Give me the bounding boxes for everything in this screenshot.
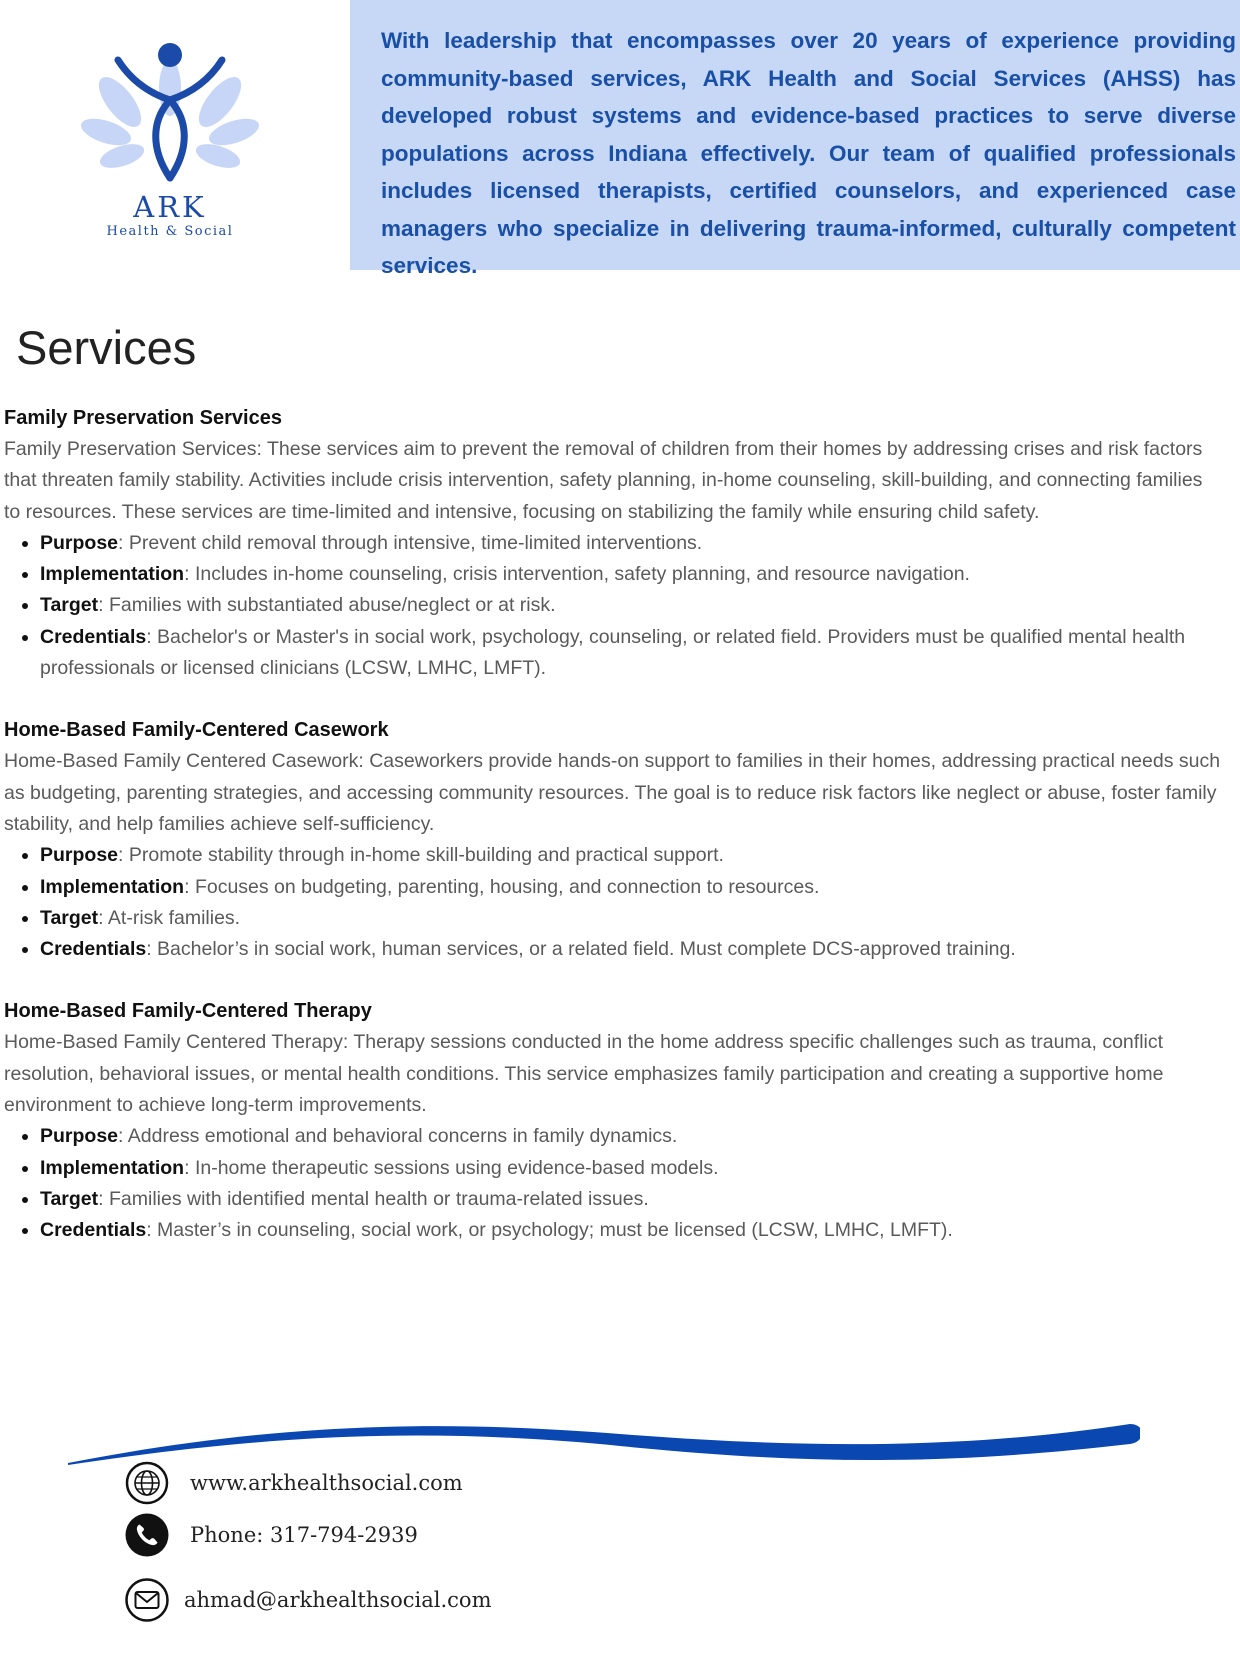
bullet-credentials (40, 1215, 1224, 1246)
bullet-target (40, 1184, 1224, 1215)
ark-logo-icon (80, 38, 260, 188)
bullet-text: : Master’s in counseling, social work, or psychology; must be licensed (LCSW, LMHC, LMFT). (146, 1219, 953, 1242)
ark-logo (80, 38, 260, 253)
bullet-text: : Bachelor's or Master's in social work, psychology, counseling, or related field. Providers must be qualified mental health professionals or licensed clinicians (LCSW, LMHC, LMFT). (40, 625, 1186, 680)
service-bullets (4, 1121, 1224, 1246)
bullet-text: : Families with substantiated abuse/neglect or at risk. (98, 594, 556, 617)
service-description: Family Preservation Services: These services aim to prevent the removal of children from their homes by addressing crises and risk factors that threaten family stability. Activities include crisis intervention, safety planning, in-home counseling, skill-building, and connecting families to resources. These services are time-limited and intensive, focusing on stabilizing the family while ensuring child safety. (4, 438, 1203, 523)
bullet-text: : Bachelor’s in social work, human services, or a related field. Must complete DCS-approved training. (146, 938, 1016, 961)
bullet-credentials (40, 622, 1224, 685)
services-list (4, 403, 1224, 1278)
phone-icon (124, 1512, 170, 1558)
service-heading: Family Preservation Services (4, 407, 282, 429)
bullet-implementation (40, 559, 1224, 590)
bullet-purpose (40, 1121, 1224, 1152)
bullet-text: : Promote stability through in-home skill-building and practical support. (118, 844, 724, 867)
service-bullets (4, 840, 1224, 965)
bullet-credentials (40, 934, 1224, 965)
bullet-implementation (40, 1153, 1224, 1184)
email-link[interactable]: ahmad@arkhealthsocial.com (184, 1588, 492, 1612)
service-description: Home-Based Family Centered Casework: Caseworkers provide hands-on support to families in their homes, addressing practical needs such as budgeting, parenting strategies, and accessing community resources. The goal is to reduce risk factors like neglect or abuse, foster family stability, and help families achieve self-sufficiency. (4, 750, 1221, 835)
globe-icon (124, 1460, 170, 1506)
bullet-text: : Focuses on budgeting, parenting, housing, and connection to resources. (184, 875, 820, 898)
service-casework (4, 715, 1224, 965)
bullet-label: Credentials (40, 938, 147, 961)
logo-name: ARK (133, 190, 207, 224)
bullet-label: Target (40, 594, 99, 617)
envelope-icon (124, 1577, 170, 1623)
bullet-label: Implementation (40, 563, 185, 586)
service-description: Home-Based Family Centered Therapy: Therapy sessions conducted in the home address specific challenges such as trauma, conflict resolution, behavioral issues, or mental health conditions. This service emphasizes family participation and creating a supportive home environment to achieve long-term improvements. (4, 1031, 1164, 1117)
contact-email[interactable] (124, 1577, 644, 1623)
intro-text: With leadership that encompasses over 20 years of experience providing community-based services, ARK Health and Social Services (AHSS) has developed robust systems and evidence-based practices to serve diverse populations across Indiana effectively. Our team of qualified professionals includes licensed therapists, certified counselors, and experienced case managers who specialize in delivering trauma-informed, culturally competent services. (381, 28, 1236, 278)
bullet-text: : Address emotional and behavioral concerns in family dynamics. (118, 1125, 678, 1148)
bullet-target (40, 903, 1224, 934)
website-link[interactable]: www.arkhealthsocial.com (190, 1471, 463, 1495)
bullet-label: Credentials (40, 625, 147, 648)
bullet-label: Implementation (40, 1156, 185, 1179)
bullet-implementation (40, 872, 1224, 903)
intro-panel (350, 0, 1240, 278)
bullet-target (40, 590, 1224, 621)
bullet-label: Purpose (40, 1125, 119, 1148)
service-therapy (4, 996, 1224, 1246)
bullet-label: Target (40, 906, 99, 929)
bullet-text: : Includes in-home counseling, crisis intervention, safety planning, and resource navigation. (184, 563, 970, 586)
bullet-text: : Prevent child removal through intensive, time-limited interventions. (118, 531, 703, 554)
bullet-label: Credentials (40, 1219, 147, 1242)
services-title: Services (16, 321, 197, 374)
phone-number[interactable]: Phone: 317-794-2939 (190, 1523, 418, 1547)
bullet-text: : At-risk families. (98, 906, 241, 929)
service-family-preservation (4, 403, 1224, 684)
contact-website[interactable] (124, 1460, 644, 1506)
bullet-label: Target (40, 1187, 99, 1210)
bullet-label: Purpose (40, 531, 119, 554)
bullet-text: : In-home therapeutic sessions using evidence-based models. (184, 1156, 719, 1179)
bullet-text: : Families with identified mental health or trauma-related issues. (98, 1187, 649, 1210)
service-heading: Home-Based Family-Centered Casework (4, 719, 389, 742)
bullet-label: Purpose (40, 844, 119, 867)
contact-phone[interactable] (124, 1512, 644, 1558)
service-bullets (4, 528, 1224, 684)
bullet-purpose (40, 528, 1224, 559)
bullet-purpose (40, 840, 1224, 871)
service-heading: Home-Based Family-Centered Therapy (4, 1000, 372, 1023)
logo-subtitle: Health & Social (106, 224, 234, 239)
bullet-label: Implementation (40, 875, 185, 898)
